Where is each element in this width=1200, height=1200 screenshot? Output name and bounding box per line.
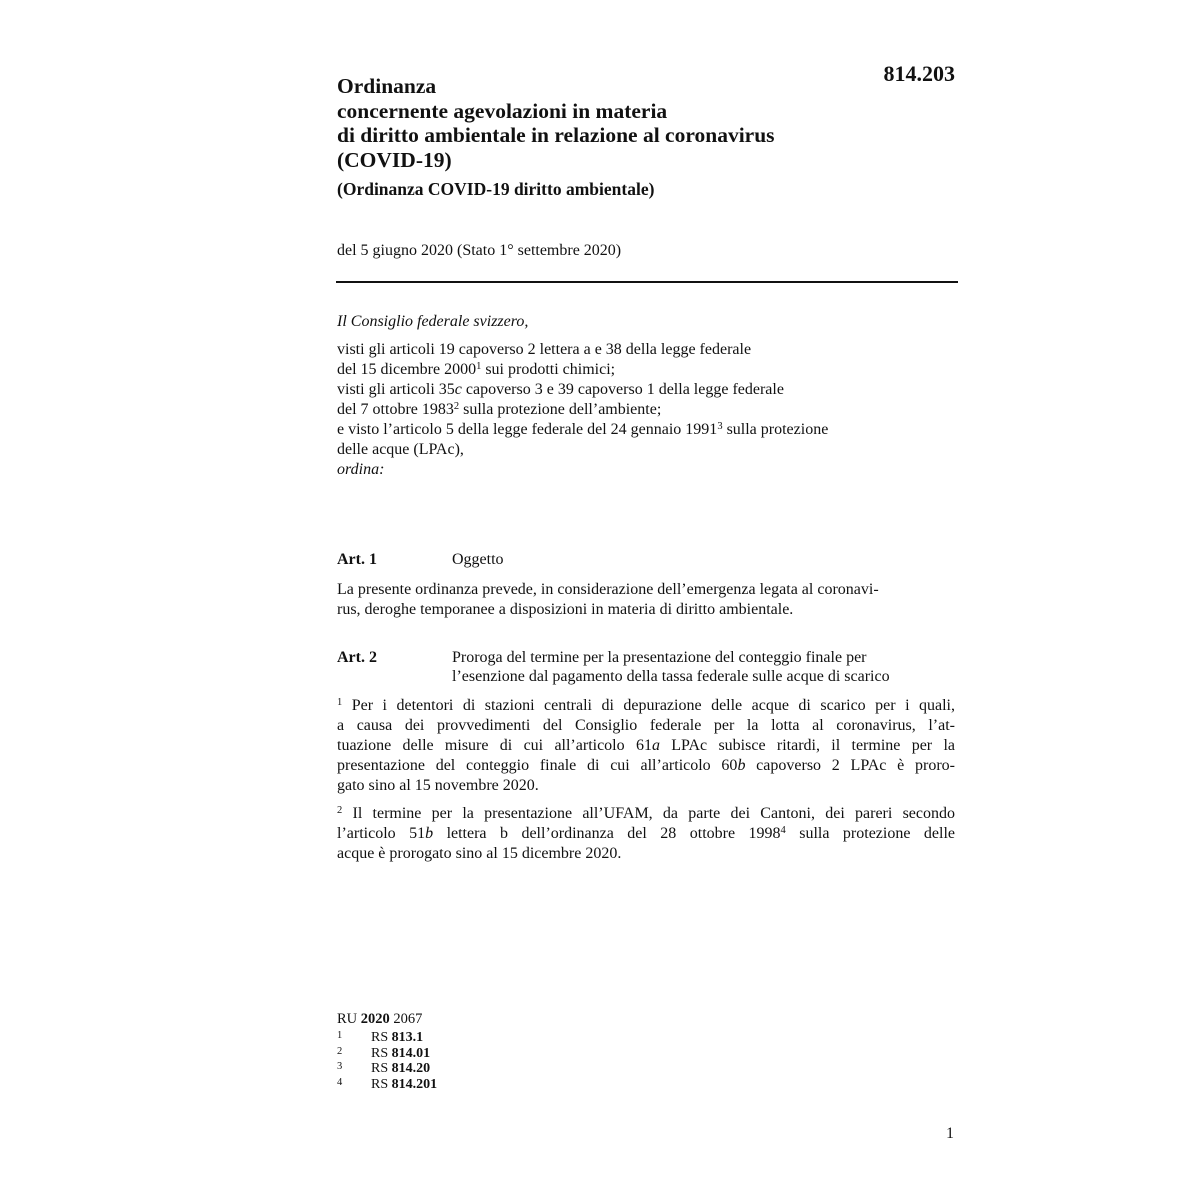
ingress-text-italic: c bbox=[454, 381, 462, 398]
paragraph-line bbox=[337, 696, 955, 716]
paragraph-text: lettera b dell’ordinanza del 28 ottobre 1998 bbox=[433, 825, 781, 842]
paragraph-text: tuazione delle misure di cui all’articolo 61 bbox=[337, 737, 652, 754]
paragraph-line: a causa dei provvedimenti del Consiglio federale per la lotta al coronavirus, l’at- bbox=[337, 717, 955, 734]
paragraph-text: Il termine per la presentazione all’UFAM, da parte dei Cantoni, dei pareri secondo bbox=[342, 805, 955, 822]
article-2-title-line: Proroga del termine per la presentazione del conteggio finale per bbox=[452, 649, 867, 666]
footnote-prefix: RS bbox=[371, 1076, 392, 1092]
paragraph-line: gato sino al 15 novembre 2020. bbox=[337, 777, 539, 794]
ingress-text: sulla protezione dell’ambiente; bbox=[459, 401, 662, 418]
article-2-number: Art. 2 bbox=[337, 649, 377, 666]
ingress bbox=[337, 312, 957, 480]
horizontal-rule bbox=[336, 281, 958, 283]
ingress-text: sulla protezione bbox=[722, 421, 829, 438]
date-line: del 5 giugno 2020 (Stato 1° settembre 2020) bbox=[337, 242, 622, 259]
paragraph-text: LPAc subisce ritardi, il termine per la bbox=[659, 737, 955, 754]
ru-prefix: RU bbox=[337, 1011, 361, 1027]
article-2-heading bbox=[337, 648, 957, 686]
ingress-text: visti gli articoli 35 bbox=[337, 381, 455, 398]
footnote-ref: 814.20 bbox=[391, 1061, 431, 1076]
ingress-line bbox=[337, 400, 957, 420]
title-line: concernente agevolazioni in materia bbox=[337, 98, 668, 123]
ingress-authority: Il Consiglio federale svizzero, bbox=[337, 313, 529, 330]
paragraph-text-italic: b bbox=[737, 757, 746, 774]
footnote-ref: 814.01 bbox=[391, 1045, 431, 1061]
paragraph-line bbox=[337, 824, 955, 844]
article-1-line: La presente ordinanza prevede, in considerazione dell’emergenza legata al coronavi- bbox=[337, 581, 879, 598]
paragraph-number: 2 bbox=[337, 805, 343, 816]
footnote-text[interactable] bbox=[371, 1046, 430, 1062]
page-number: 1 bbox=[946, 1125, 954, 1142]
footnote-ref-1[interactable]: 1 bbox=[476, 361, 482, 372]
article-1-heading bbox=[337, 550, 957, 569]
paragraph-text: l’articolo 51 bbox=[337, 825, 426, 842]
footnote-ref: 813.1 bbox=[391, 1030, 424, 1045]
footnote-number: 3 bbox=[337, 1061, 343, 1072]
footnote-text[interactable] bbox=[371, 1030, 423, 1046]
ru-page: 2067 bbox=[389, 1011, 423, 1027]
paragraph-line bbox=[337, 756, 955, 776]
article-1-text bbox=[337, 580, 955, 620]
article-1-title: Oggetto bbox=[452, 551, 504, 568]
title-line: (COVID-19) bbox=[337, 147, 452, 172]
footnote-ref: 814.201 bbox=[391, 1076, 438, 1092]
paragraph-text: capoverso 2 LPAc è proro- bbox=[745, 757, 955, 774]
title-line: di diritto ambientale in relazione al coronavirus bbox=[337, 123, 775, 147]
ingress-line bbox=[337, 380, 957, 400]
short-title: (Ordinanza COVID-19 diritto ambientale) bbox=[337, 179, 655, 199]
article-2-title-line: l’esenzione dal pagamento della tassa federale sulle acque di scarico bbox=[452, 668, 890, 685]
paragraph-line bbox=[337, 736, 955, 756]
footnote-ref-4[interactable]: 4 bbox=[780, 825, 786, 836]
paragraph-line bbox=[337, 804, 955, 824]
footnote-prefix: RS bbox=[371, 1061, 392, 1076]
sr-number: 814.203 bbox=[883, 61, 955, 86]
paragraph-text: Per i detentori di stazioni centrali di depurazione delle acque di scarico per i quali, bbox=[342, 697, 955, 714]
paragraph-line: acque è prorogato sino al 15 dicembre 2020. bbox=[337, 845, 622, 862]
ingress-line bbox=[337, 420, 957, 440]
paragraph-text: presentazione del conteggio finale di cui all’articolo 60 bbox=[337, 757, 738, 774]
ingress-line: delle acque (LPAc), bbox=[337, 441, 464, 458]
paragraph-text-italic: b bbox=[425, 825, 434, 842]
ingress-ordina: ordina: bbox=[337, 461, 385, 478]
footnote-prefix: RS bbox=[371, 1045, 392, 1061]
document-title bbox=[337, 74, 877, 172]
footnote-number: 1 bbox=[337, 1030, 343, 1041]
footnote-ref-2[interactable]: 2 bbox=[453, 401, 460, 412]
ingress-text: sui prodotti chimici; bbox=[481, 361, 616, 378]
footnote-number: 4 bbox=[337, 1076, 343, 1088]
footnote-text[interactable] bbox=[371, 1061, 430, 1077]
ingress-text: del 15 dicembre 2000 bbox=[337, 361, 477, 378]
paragraph-text-italic: a bbox=[651, 737, 660, 754]
article-1-line: rus, deroghe temporanee a disposizioni in materia di diritto ambientale. bbox=[337, 601, 794, 618]
ingress-text: e visto l’articolo 5 della legge federale del 24 gennaio 1991 bbox=[337, 421, 718, 438]
paragraph-text: sulla protezione delle bbox=[785, 825, 956, 842]
ingress-line: visti gli articoli 19 capoverso 2 lettera a e 38 della legge federale bbox=[337, 341, 752, 358]
ingress-text: capoverso 3 e 39 capoverso 1 della legge federale bbox=[461, 381, 784, 398]
footnote-prefix: RS bbox=[371, 1030, 392, 1045]
article-2-paragraph-1 bbox=[337, 696, 955, 796]
footnote-number: 2 bbox=[337, 1045, 343, 1057]
ru-year: 2020 bbox=[360, 1011, 390, 1027]
title-line: Ordinanza bbox=[337, 74, 437, 98]
ingress-line bbox=[337, 360, 957, 380]
ingress-text: del 7 ottobre 1983 bbox=[337, 401, 454, 418]
article-2-paragraph-2 bbox=[337, 804, 955, 864]
article-1-number: Art. 1 bbox=[337, 551, 377, 568]
ru-reference bbox=[337, 1010, 422, 1028]
paragraph-number: 1 bbox=[337, 697, 343, 708]
footnote-text[interactable] bbox=[371, 1077, 437, 1093]
footnote-ref-3[interactable]: 3 bbox=[717, 421, 723, 432]
